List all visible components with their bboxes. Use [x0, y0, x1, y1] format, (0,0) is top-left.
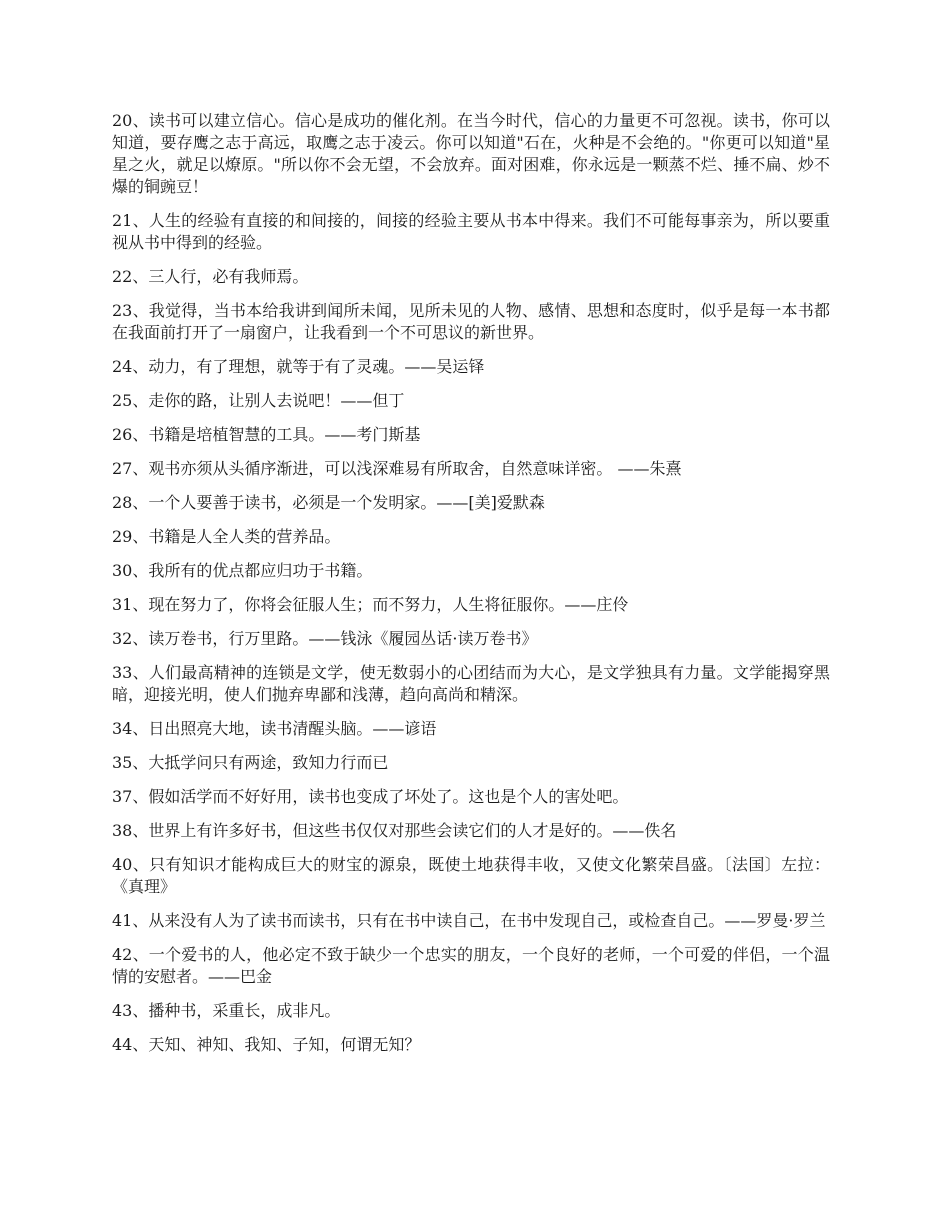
quote-paragraph-20: 20、读书可以建立信心。信心是成功的催化剂。在当今时代，信心的力量更不可忽视。读书，你可以知道，要存鹰之志于高远，取鹰之志于凌云。你可以知道"石在，火种是不会绝的。"你更可以知道"星星之火，就足以燎原。"所以你不会无望，不会放弃。面对困难，你永远是一颗蒸不烂、捶不扁、炒不爆的铜豌豆！ [112, 111, 830, 196]
quote-paragraph-38: 38、世界上有许多好书，但这些书仅仅对那些会读它们的人才是好的。——佚名 [112, 821, 677, 840]
quote-paragraph-25: 25、走你的路，让别人去说吧！——但丁 [112, 391, 405, 410]
quote-paragraph-30: 30、我所有的优点都应归功于书籍。 [112, 561, 373, 580]
document-page [112, 110, 830, 1068]
quote-paragraph-35: 35、大抵学问只有两途，致知力行而已 [112, 753, 389, 772]
quote-paragraph-33: 33、人们最高精神的连锁是文学，使无数弱小的心团结而为大心，是文学独具有力量。文学能揭穿黑暗，迎接光明，使人们抛弃卑鄙和浅薄，趋向高尚和精深。 [112, 663, 830, 704]
quote-paragraph-34: 34、日出照亮大地，读书清醒头脑。——谚语 [112, 719, 437, 738]
quote-paragraph-37: 37、假如活学而不好好用，读书也变成了坏处了。这也是个人的害处吧。 [112, 787, 629, 806]
quote-paragraph-26: 26、书籍是培植智慧的工具。——考门斯基 [112, 425, 421, 444]
quote-paragraph-22: 22、三人行，必有我师焉。 [112, 267, 309, 286]
quote-paragraph-32: 32、读万卷书，行万里路。——钱泳《履园丛话·读万卷书》 [112, 629, 538, 648]
quote-paragraph-24: 24、动力，有了理想，就等于有了灵魂。——吴运铎 [112, 357, 485, 376]
quote-paragraph-27: 27、观书亦须从头循序渐进，可以浅深难易有所取舍，自然意味详密。 ——朱熹 [112, 459, 682, 478]
quote-paragraph-21: 21、人生的经验有直接的和间接的，间接的经验主要从书本中得来。我们不可能每事亲为，所以要重视从书中得到的经验。 [112, 211, 830, 252]
quote-paragraph-43: 43、播种书，采重长，成非凡。 [112, 1001, 341, 1020]
quote-paragraph-31: 31、现在努力了，你将会征服人生；而不努力，人生将征服你。——庄伶 [112, 595, 629, 614]
quote-paragraph-41: 41、从来没有人为了读书而读书，只有在书中读自己，在书中发现自己，或检查自己。——罗曼·罗兰 [112, 911, 826, 930]
quote-paragraph-29: 29、书籍是人全人类的营养品。 [112, 527, 341, 546]
quote-paragraph-40: 40、只有知识才能构成巨大的财宝的源泉，既使土地获得丰收，又使文化繁荣昌盛。〔法国〕左拉：《真理》 [112, 855, 830, 896]
quote-paragraph-42: 42、一个爱书的人，他必定不致于缺少一个忠实的朋友，一个良好的老师，一个可爱的伴侣，一个温情的安慰者。——巴金 [112, 945, 830, 986]
quote-paragraph-44: 44、天知、神知、我知、子知，何谓无知？ [112, 1035, 421, 1054]
quote-paragraph-23: 23、我觉得，当书本给我讲到闻所未闻，见所未见的人物、感情、思想和态度时，似乎是每一本书都在我面前打开了一扇窗户，让我看到一个不可思议的新世界。 [112, 301, 830, 342]
quote-paragraph-28: 28、一个人要善于读书，必须是一个发明家。——[美]爱默森 [112, 493, 545, 512]
